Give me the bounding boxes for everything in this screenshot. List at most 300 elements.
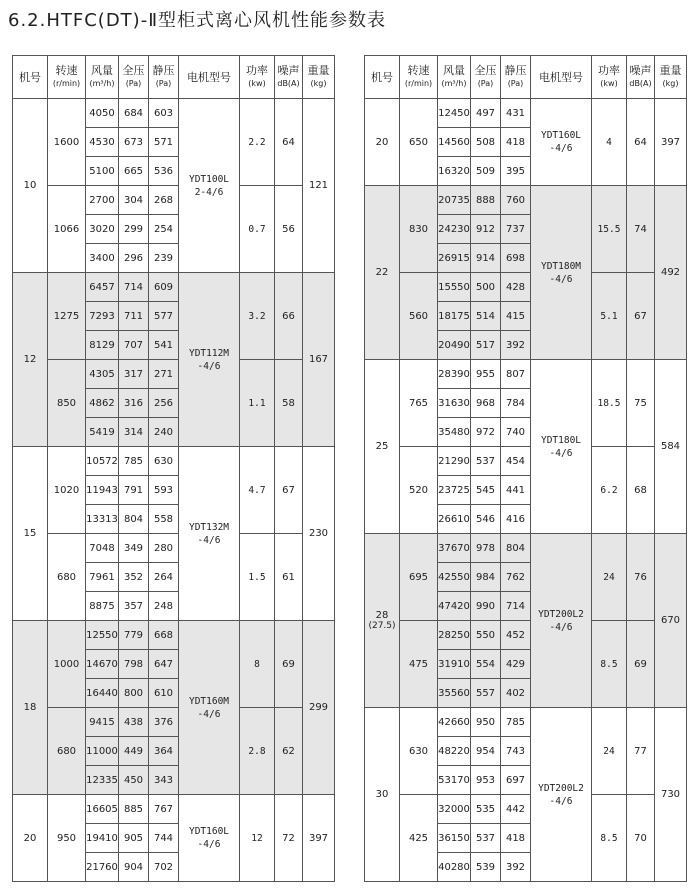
static-pressure-cell: 630	[149, 447, 179, 476]
column-header-label: 电机型号	[539, 70, 583, 84]
static-pressure-cell: 431	[501, 99, 531, 128]
airflow-cell: 4530	[86, 128, 119, 157]
table-row	[13, 795, 335, 824]
weight-cell: 299	[303, 621, 335, 795]
motor-model-line: YDT180M	[540, 260, 582, 272]
speed-cell: 475	[400, 621, 438, 708]
column-header-unit: (r/min)	[404, 79, 433, 88]
motor-model-line: YDT180L	[540, 434, 582, 446]
airflow-cell: 23725	[438, 476, 471, 505]
weight-cell: 730	[655, 708, 687, 882]
total-pressure-cell: 314	[119, 418, 149, 447]
airflow-cell: 19410	[86, 824, 119, 853]
static-pressure-cell: 577	[149, 302, 179, 331]
speed-cell: 765	[400, 360, 438, 447]
column-header-label: 重量	[307, 64, 330, 77]
airflow-cell: 21760	[86, 853, 119, 882]
table-row	[13, 534, 335, 563]
airflow-cell: 32000	[438, 795, 471, 824]
static-pressure-cell: 702	[149, 853, 179, 882]
column-header	[471, 56, 501, 99]
airflow-cell: 3020	[86, 215, 119, 244]
airflow-cell: 21290	[438, 447, 471, 476]
column-header	[592, 56, 627, 99]
total-pressure-cell: 517	[471, 331, 501, 360]
total-pressure-cell: 914	[471, 244, 501, 273]
static-pressure-cell: 558	[149, 505, 179, 534]
motor-model-cell	[179, 273, 240, 447]
power-cell: 15.5	[592, 186, 627, 273]
table-row	[13, 360, 335, 389]
airflow-cell: 26915	[438, 244, 471, 273]
airflow-cell: 31910	[438, 650, 471, 679]
static-pressure-cell: 418	[501, 128, 531, 157]
motor-model-cell	[531, 360, 592, 534]
noise-cell: 67	[275, 447, 303, 534]
total-pressure-cell: 978	[471, 534, 501, 563]
static-pressure-cell: 429	[501, 650, 531, 679]
column-header-label: 功率	[598, 64, 620, 77]
static-pressure-cell: 785	[501, 708, 531, 737]
machine-number	[365, 99, 400, 186]
static-pressure-cell: 441	[501, 476, 531, 505]
static-pressure-cell: 603	[149, 99, 179, 128]
airflow-cell: 35560	[438, 679, 471, 708]
total-pressure-cell: 550	[471, 621, 501, 650]
static-pressure-cell: 743	[501, 737, 531, 766]
speed-cell: 950	[48, 795, 86, 882]
speed-cell: 1020	[48, 447, 86, 534]
static-pressure-cell: 714	[501, 592, 531, 621]
power-cell: 4	[592, 99, 627, 186]
airflow-cell: 16320	[438, 157, 471, 186]
airflow-cell: 26610	[438, 505, 471, 534]
airflow-cell: 28390	[438, 360, 471, 389]
motor-model-line: YDT100L	[188, 173, 230, 185]
static-pressure-cell: 536	[149, 157, 179, 186]
static-pressure-cell: 254	[149, 215, 179, 244]
airflow-cell: 42660	[438, 708, 471, 737]
power-cell: 24	[592, 708, 627, 795]
total-pressure-cell: 950	[471, 708, 501, 737]
page-title: 6.2.HTFC(DT)-Ⅱ型柜式离心风机性能参数表	[8, 10, 387, 31]
motor-model-line: -4/6	[549, 273, 573, 285]
static-pressure-cell: 784	[501, 389, 531, 418]
speed-cell: 1066	[48, 186, 86, 273]
power-cell: 4.7	[240, 447, 275, 534]
total-pressure-cell: 357	[119, 592, 149, 621]
machine-number-value: 15	[23, 528, 37, 539]
motor-model-line: -4/6	[549, 795, 573, 807]
total-pressure-cell: 954	[471, 737, 501, 766]
total-pressure-cell: 714	[119, 273, 149, 302]
total-pressure-cell: 953	[471, 766, 501, 795]
column-header-unit: (Pa)	[507, 79, 524, 88]
motor-model-cell	[179, 621, 240, 795]
airflow-cell: 47420	[438, 592, 471, 621]
total-pressure-cell: 537	[471, 824, 501, 853]
motor-model-cell	[531, 534, 592, 708]
total-pressure-cell: 349	[119, 534, 149, 563]
noise-cell: 61	[275, 534, 303, 621]
motor-model-cell	[531, 99, 592, 186]
total-pressure-cell: 673	[119, 128, 149, 157]
power-cell: 18.5	[592, 360, 627, 447]
column-header-label: 全压	[474, 64, 497, 77]
airflow-cell: 37670	[438, 534, 471, 563]
motor-model-line: YDT160M	[188, 695, 230, 707]
static-pressure-cell: 541	[149, 331, 179, 360]
airflow-cell: 11000	[86, 737, 119, 766]
airflow-cell: 14670	[86, 650, 119, 679]
power-cell: 3.2	[240, 273, 275, 360]
motor-model-cell	[179, 99, 240, 273]
power-cell: 8	[240, 621, 275, 708]
motor-model-line: -4/6	[197, 534, 221, 546]
total-pressure-cell: 304	[119, 186, 149, 215]
motor-model-cell	[179, 447, 240, 621]
speed-cell: 1275	[48, 273, 86, 360]
airflow-cell: 5100	[86, 157, 119, 186]
table-row	[365, 795, 687, 824]
airflow-cell: 15550	[438, 273, 471, 302]
machine-number-value: 28	[375, 610, 389, 621]
noise-cell: 77	[627, 708, 655, 795]
total-pressure-cell: 299	[119, 215, 149, 244]
column-header-unit: (kg)	[310, 79, 327, 88]
airflow-cell: 48220	[438, 737, 471, 766]
column-header	[438, 56, 471, 99]
motor-model-line: -4/6	[549, 143, 573, 154]
motor-model-line: -4/6	[197, 360, 221, 372]
motor-model-line: YDT160L	[188, 826, 230, 837]
power-cell: 1.5	[240, 534, 275, 621]
column-header-unit: (m³/h)	[89, 79, 115, 88]
airflow-cell: 6457	[86, 273, 119, 302]
static-pressure-cell: 647	[149, 650, 179, 679]
total-pressure-cell: 684	[119, 99, 149, 128]
column-header	[627, 56, 655, 99]
power-cell: 5.1	[592, 273, 627, 360]
power-cell: 2.8	[240, 708, 275, 795]
motor-model-line: YDT200L2	[538, 608, 584, 620]
static-pressure-cell: 609	[149, 273, 179, 302]
machine-number-sub: (27.5)	[368, 621, 396, 631]
column-header-label: 静压	[504, 64, 527, 77]
static-pressure-cell: 668	[149, 621, 179, 650]
airflow-cell: 3400	[86, 244, 119, 273]
total-pressure-cell: 888	[471, 186, 501, 215]
machine-number-value: 22	[375, 267, 389, 278]
machine-number	[13, 447, 48, 621]
noise-cell: 58	[275, 360, 303, 447]
weight-cell: 397	[303, 795, 335, 882]
machine-number	[13, 99, 48, 273]
table-row	[13, 99, 335, 128]
power-cell: 8.5	[592, 795, 627, 882]
airflow-cell: 7961	[86, 563, 119, 592]
static-pressure-cell: 264	[149, 563, 179, 592]
machine-number	[13, 621, 48, 795]
static-pressure-cell: 376	[149, 708, 179, 737]
static-pressure-cell: 239	[149, 244, 179, 273]
total-pressure-cell: 990	[471, 592, 501, 621]
machine-number	[365, 708, 400, 882]
column-header	[400, 56, 438, 99]
motor-model-line: YDT200L2	[538, 782, 584, 794]
total-pressure-cell: 785	[119, 447, 149, 476]
column-header-label: 风量	[91, 64, 113, 77]
performance-table-left	[12, 55, 335, 882]
total-pressure-cell: 500	[471, 273, 501, 302]
machine-number-value: 10	[23, 180, 37, 191]
machine-number-value: 18	[23, 702, 37, 713]
noise-cell: 64	[627, 99, 655, 186]
weight-cell: 670	[655, 534, 687, 708]
column-header	[119, 56, 149, 99]
table-row	[365, 186, 687, 215]
motor-model-line: -4/6	[197, 839, 221, 850]
column-header-label: 机号	[19, 70, 41, 84]
static-pressure-cell: 418	[501, 824, 531, 853]
total-pressure-cell: 514	[471, 302, 501, 331]
column-header-unit: (r/min)	[52, 79, 81, 88]
column-header-unit: (kg)	[662, 79, 679, 88]
column-header-unit: dB(A)	[629, 79, 652, 88]
total-pressure-cell: 905	[119, 824, 149, 853]
column-header-unit: dB(A)	[277, 79, 300, 88]
machine-number	[365, 534, 400, 708]
total-pressure-cell: 707	[119, 331, 149, 360]
column-header-label: 电机型号	[187, 70, 231, 84]
total-pressure-cell: 317	[119, 360, 149, 389]
power-cell: 12	[240, 795, 275, 882]
airflow-cell: 14560	[438, 128, 471, 157]
total-pressure-cell: 904	[119, 853, 149, 882]
column-header-unit: (kw)	[600, 79, 618, 88]
weight-cell: 230	[303, 447, 335, 621]
noise-cell: 72	[275, 795, 303, 882]
static-pressure-cell: 593	[149, 476, 179, 505]
table-row	[365, 273, 687, 302]
speed-cell: 560	[400, 273, 438, 360]
static-pressure-cell: 402	[501, 679, 531, 708]
static-pressure-cell: 697	[501, 766, 531, 795]
power-cell: 8.5	[592, 621, 627, 708]
column-header	[275, 56, 303, 99]
total-pressure-cell: 450	[119, 766, 149, 795]
static-pressure-cell: 364	[149, 737, 179, 766]
noise-cell: 68	[627, 447, 655, 534]
static-pressure-cell: 416	[501, 505, 531, 534]
airflow-cell: 53170	[438, 766, 471, 795]
weight-cell: 584	[655, 360, 687, 534]
airflow-cell: 36150	[438, 824, 471, 853]
static-pressure-cell: 428	[501, 273, 531, 302]
static-pressure-cell: 343	[149, 766, 179, 795]
power-cell: 1.1	[240, 360, 275, 447]
table-row	[365, 99, 687, 128]
column-header	[501, 56, 531, 99]
airflow-cell: 13313	[86, 505, 119, 534]
speed-cell: 680	[48, 708, 86, 795]
total-pressure-cell: 352	[119, 563, 149, 592]
machine-number-value: 20	[23, 832, 37, 844]
column-header-unit: (m³/h)	[441, 79, 467, 88]
static-pressure-cell: 740	[501, 418, 531, 447]
airflow-cell: 42550	[438, 563, 471, 592]
column-header-unit: (Pa)	[155, 79, 172, 88]
speed-cell: 850	[48, 360, 86, 447]
motor-model-line: YDT132M	[188, 521, 230, 533]
airflow-cell: 2700	[86, 186, 119, 215]
column-header	[240, 56, 275, 99]
column-header-label: 噪声	[629, 64, 652, 77]
total-pressure-cell: 711	[119, 302, 149, 331]
airflow-cell: 4050	[86, 99, 119, 128]
header-row	[365, 56, 687, 99]
total-pressure-cell: 779	[119, 621, 149, 650]
airflow-cell: 8129	[86, 331, 119, 360]
total-pressure-cell: 972	[471, 418, 501, 447]
total-pressure-cell: 509	[471, 157, 501, 186]
static-pressure-cell: 760	[501, 186, 531, 215]
airflow-cell: 16440	[86, 679, 119, 708]
machine-number-value: 20	[375, 136, 389, 148]
airflow-cell: 12550	[86, 621, 119, 650]
total-pressure-cell: 955	[471, 360, 501, 389]
airflow-cell: 20490	[438, 331, 471, 360]
total-pressure-cell: 557	[471, 679, 501, 708]
static-pressure-cell: 698	[501, 244, 531, 273]
noise-cell: 64	[275, 99, 303, 186]
column-header	[179, 56, 240, 99]
total-pressure-cell: 545	[471, 476, 501, 505]
total-pressure-cell: 554	[471, 650, 501, 679]
table-row	[13, 621, 335, 650]
noise-cell: 66	[275, 273, 303, 360]
column-header-unit: (Pa)	[125, 79, 142, 88]
power-cell: 0.7	[240, 186, 275, 273]
column-header-label: 转速	[407, 64, 430, 77]
machine-number	[13, 273, 48, 447]
machine-number	[13, 795, 48, 882]
motor-model-cell	[531, 708, 592, 882]
noise-cell: 67	[627, 273, 655, 360]
static-pressure-cell: 610	[149, 679, 179, 708]
motor-model-line: -4/6	[197, 708, 221, 720]
weight-cell: 492	[655, 186, 687, 360]
airflow-cell: 24230	[438, 215, 471, 244]
machine-number-value: 30	[375, 789, 389, 800]
static-pressure-cell: 442	[501, 795, 531, 824]
airflow-cell: 20735	[438, 186, 471, 215]
motor-model-cell	[179, 795, 240, 882]
total-pressure-cell: 508	[471, 128, 501, 157]
airflow-cell: 16605	[86, 795, 119, 824]
static-pressure-cell: 392	[501, 331, 531, 360]
static-pressure-cell: 767	[149, 795, 179, 824]
static-pressure-cell: 268	[149, 186, 179, 215]
header-row	[13, 56, 335, 99]
performance-table-right	[364, 55, 687, 882]
table-row	[365, 708, 687, 737]
motor-model-line: YDT112M	[188, 347, 230, 359]
weight-cell: 121	[303, 99, 335, 273]
speed-cell: 1600	[48, 99, 86, 186]
airflow-cell: 10572	[86, 447, 119, 476]
power-cell: 6.2	[592, 447, 627, 534]
column-header	[531, 56, 592, 99]
weight-cell: 397	[655, 99, 687, 186]
total-pressure-cell: 296	[119, 244, 149, 273]
table-row	[13, 447, 335, 476]
speed-cell: 630	[400, 708, 438, 795]
column-header-unit: (Pa)	[477, 79, 494, 88]
column-header	[365, 56, 400, 99]
total-pressure-cell: 885	[119, 795, 149, 824]
static-pressure-cell: 762	[501, 563, 531, 592]
machine-number	[365, 360, 400, 534]
table-row	[365, 534, 687, 563]
table-body	[13, 56, 335, 882]
column-header	[13, 56, 48, 99]
static-pressure-cell: 571	[149, 128, 179, 157]
column-header	[655, 56, 687, 99]
column-header-label: 转速	[55, 64, 78, 77]
static-pressure-cell: 452	[501, 621, 531, 650]
column-header-label: 噪声	[277, 64, 300, 77]
total-pressure-cell: 546	[471, 505, 501, 534]
static-pressure-cell: 454	[501, 447, 531, 476]
noise-cell: 56	[275, 186, 303, 273]
static-pressure-cell: 744	[149, 824, 179, 853]
speed-cell: 650	[400, 99, 438, 186]
noise-cell: 70	[627, 795, 655, 882]
static-pressure-cell: 240	[149, 418, 179, 447]
airflow-cell: 11943	[86, 476, 119, 505]
static-pressure-cell: 280	[149, 534, 179, 563]
total-pressure-cell: 798	[119, 650, 149, 679]
column-header-label: 全压	[122, 64, 145, 77]
column-header	[303, 56, 335, 99]
total-pressure-cell: 497	[471, 99, 501, 128]
airflow-cell: 35480	[438, 418, 471, 447]
noise-cell: 76	[627, 534, 655, 621]
airflow-cell: 31630	[438, 389, 471, 418]
column-header-label: 功率	[246, 64, 268, 77]
total-pressure-cell: 984	[471, 563, 501, 592]
total-pressure-cell: 535	[471, 795, 501, 824]
airflow-cell: 12450	[438, 99, 471, 128]
noise-cell: 62	[275, 708, 303, 795]
motor-model-line: YDT160L	[540, 130, 582, 141]
noise-cell: 69	[275, 621, 303, 708]
table-row	[365, 360, 687, 389]
column-header-unit: (kw)	[248, 79, 266, 88]
table-row	[13, 273, 335, 302]
airflow-cell: 18175	[438, 302, 471, 331]
total-pressure-cell: 800	[119, 679, 149, 708]
speed-cell: 695	[400, 534, 438, 621]
static-pressure-cell: 395	[501, 157, 531, 186]
airflow-cell: 7048	[86, 534, 119, 563]
total-pressure-cell: 438	[119, 708, 149, 737]
speed-cell: 520	[400, 447, 438, 534]
table-row	[13, 186, 335, 215]
airflow-cell: 7293	[86, 302, 119, 331]
static-pressure-cell: 737	[501, 215, 531, 244]
